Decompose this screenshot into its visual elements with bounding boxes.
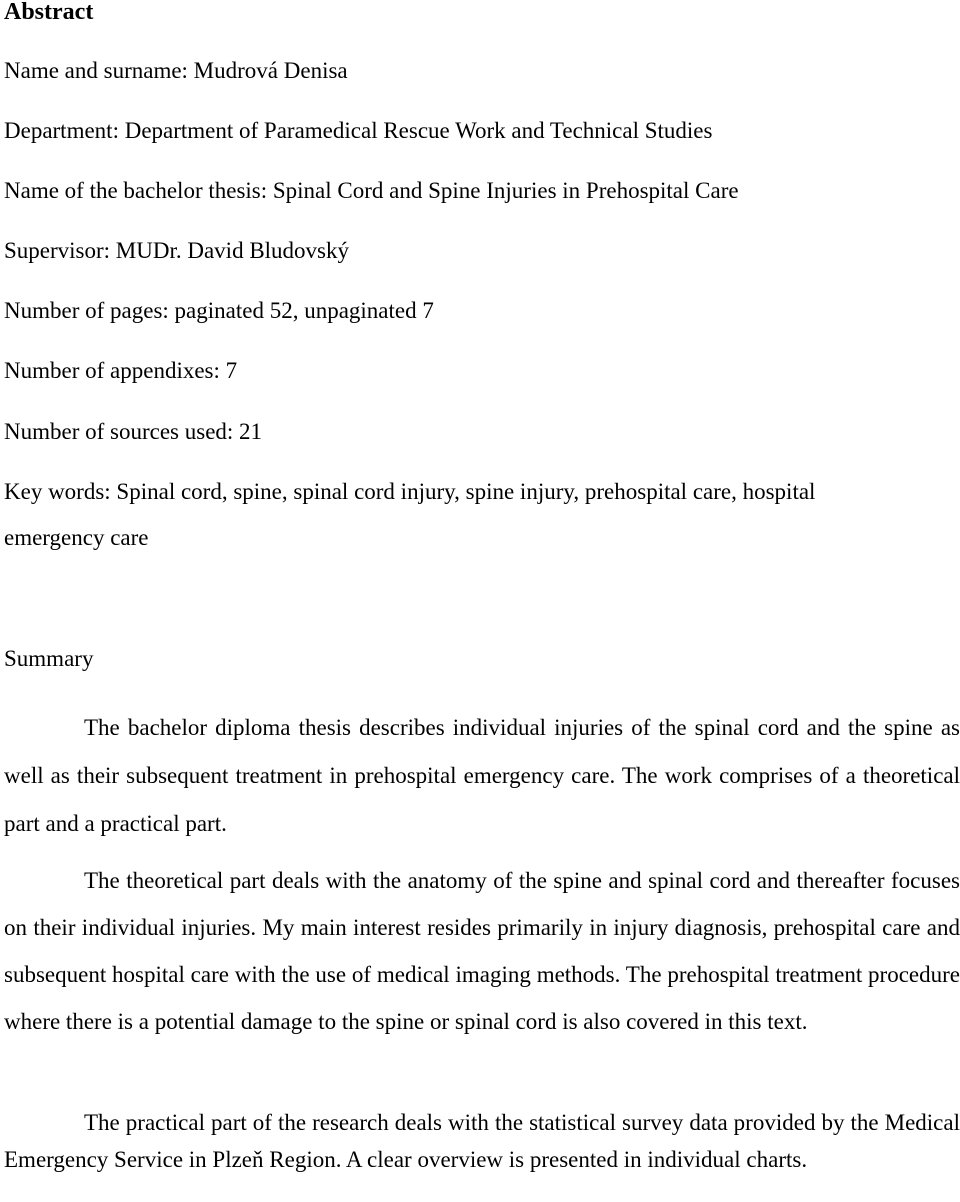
summary-paragraph-1: The bachelor diploma thesis describes individual injuries of the spinal cord and the spine as well as their subsequent treatment in prehospital emergency care. The work comprises of a theoretical part and a practical part. (4, 715, 960, 836)
appendixes-line: Number of appendixes: 7 (4, 358, 238, 383)
keywords-line-1: Key words: Spinal cord, spine, spinal cord injury, spine injury, prehospital care, hospital (4, 479, 816, 504)
sources-line: Number of sources used: 21 (4, 419, 263, 444)
pages-line: Number of pages: paginated 52, unpaginated 7 (4, 298, 434, 323)
name-line: Name and surname: Mudrová Denisa (4, 58, 348, 83)
summary-paragraph-3: The practical part of the research deals with the statistical survey data provided by the Medical Emergency Service in Plzeň Region. A clear overview is presented in individual charts. (4, 1110, 960, 1172)
supervisor-line: Supervisor: MUDr. David Bludovský (4, 238, 349, 263)
summary-paragraph-2: The theoretical part deals with the anatomy of the spine and spinal cord and thereafter focuses on their individual injuries. My main interest resides primarily in injury diagnosis, prehospital care and subsequent hospital care with the use of medical imaging methods. The prehospital treatment procedure where there is a potential damage to the spine or spinal cord is also covered in this text. (4, 868, 960, 1034)
page-heading: Abstract (4, 0, 94, 25)
summary-title: Summary (4, 646, 94, 671)
thesis-title-line: Name of the bachelor thesis: Spinal Cord and Spine Injuries in Prehospital Care (4, 178, 739, 203)
department-line: Department: Department of Paramedical Rescue Work and Technical Studies (4, 118, 713, 143)
keywords-line-2: emergency care (4, 525, 149, 550)
